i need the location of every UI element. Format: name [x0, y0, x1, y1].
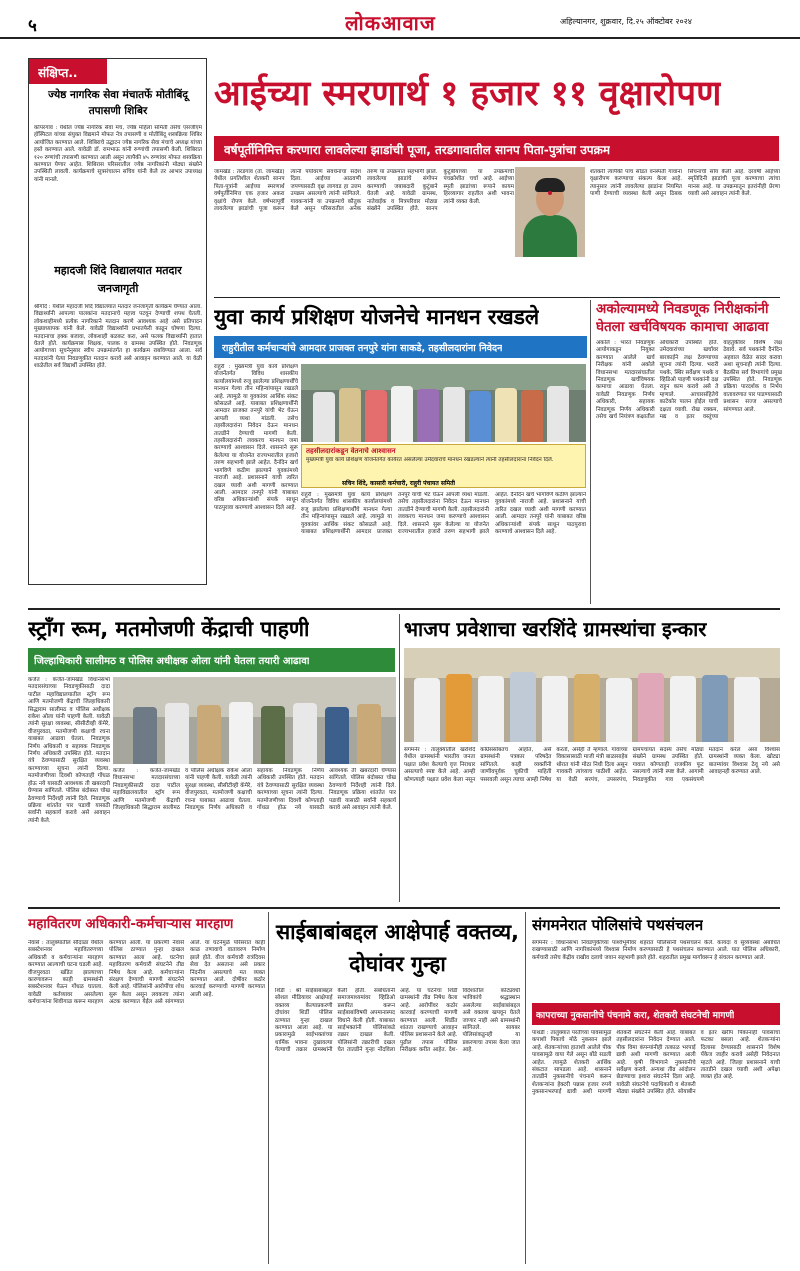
rule-1 — [214, 297, 780, 298]
photo-person — [229, 702, 253, 764]
photo-person — [574, 674, 600, 742]
yuva-body-bottom: राहुरी : मुख्यमंत्री युवा कार्य प्रशिक्षण योजनेंतर्गत विविध शासकीय कार्यालयांमध्ये रुजू झालेल्या प्रशिक्षणार्थींचे मानधन गेल्या तीन महिन्यांपासून रखडले आहे. त्यामुळे या युवकांवर आर्थिक संकट कोसळले आहे. याबाबत प्रशिक्षणार्थींनी आमदार प्राजक्त तनपुरे यांची भेट घेऊन आपली व्यथा मांडली. तसेच तहसीलदारांना निवेदन देऊन मानधन तातडीने देण्याची मागणी केली. तहसीलदारांनी लवकरच मानधन जमा करण्याचे आश्वासन दिले. शासनाने सुरू केलेल्या या योजनेत राज्यभरातील हजारो तरुण सहभागी झाले आहेत. दैनंदिन खर्च भागविणे कठीण झाल्याने युवकांमध्ये नाराजी आहे. प्रशासनाने याची त्वरित दखल घ्यावी अशी मागणी करण्यात आली. आमदार तनपुरे यांनी याबाबत वरिष्ठ अधिकाऱ्यांशी संपर्क साधून पाठपुरावा करण्याचे आश्वासन दिले आहे. — [301, 492, 586, 536]
brief-column — [28, 58, 207, 585]
dateline: अहिल्यानगर, शुक्रवार, दि.२५ ऑक्टोबर २०२४ — [560, 17, 692, 26]
brief-body-1: कोपरगाव : येथील ज्येष्ठ नागरिक सेवा मंच, ज्येष्ठ महिला समिती तसेच एसजीएम हॉस्पिटल यांच्या संयुक्त विद्यमाने मोफत नेत्र तपासणी व मोतीबिंदू शस्त्रक्रिया शिबिर आयोजित करण्यात आले. शिबिराचे उद्घाटन ज्येष्ठ नागरिक सेवा मंचाचे अध्यक्ष यांच्या हस्ते करण्यात आले. यावेळी डॉ. रामभाऊ यांनी रुग्णांची तपासणी केली. शिबिरात १२० रुग्णांची तपासणी करण्यात आली असून त्यापैकी ४५ रुग्णांवर मोफत शस्त्रक्रिया करण्यात येणार आहेत. शिबिरास परिसरातील ज्येष्ठ नागरिकांनी मोठ्या संख्येने उपस्थिती लावली. कार्यक्रमाचे सूत्रसंचालन सचिव यांनी केले तर आभार उपाध्यक्ष यांनी मानले. — [34, 125, 202, 183]
mseb-headline: महावितरण अधिकारी-कर्मचाऱ्यास मारहाण — [28, 916, 234, 932]
strong-body-left: कर्जत : कर्जत-जामखेड विधानसभा मतदारसंघाच्या निवडणुकीसाठी दादा पाटील महाविद्यालयातील स्ट्रॉंग रूम आणि मतमोजणी केंद्राची जिल्हाधिकारी सिद्धाराम सालीमठ व पोलिस अधीक्षक राकेश ओला यांनी पाहणी केली. यावेळी त्यांनी सुरक्षा व्यवस्था, सीसीटीव्ही कॅमेरे, वीजपुरवठा, मतमोजणी कक्षाची रचना याबाबत आढावा घेतला. निवडणूक निर्णय अधिकारी व सहायक निवडणूक निर्णय अधिकारी उपस्थित होते. मतदान यंत्रे ठेवण्यासाठी सुरक्षित व्यवस्था करण्याच्या सूचना त्यांनी दिल्या. मतमोजणीच्या दिवशी कोणताही गोंधळ होऊ नये यासाठी आवश्यक ती खबरदारी घेण्यास सांगितले. पोलिस बंदोबस्त चोख ठेवण्याचे निर्देशही त्यांनी दिले. निवडणूक प्रक्रिया शांततेत पार पडावी यासाठी सर्वांनी सहकार्य करावे असे आवाहन त्यांनी केले. — [28, 677, 110, 824]
photo-person — [702, 675, 728, 742]
portrait-hair — [535, 178, 565, 192]
photo-person — [365, 390, 387, 442]
mseb-body: नेवासे : तालुक्यातील सौंदाळा येथील सबस्टेशनवर महावितरणच्या अधिकारी व कर्मचाऱ्यांना मारहाण करण्यात आल्याची घटना घडली आहे. वीजपुरवठा खंडित झाल्याच्या कारणावरून काही ग्रामस्थांनी सबस्टेशनवर येऊन गोंधळ घातला. यावेळी कर्तव्यावर असलेल्या कर्मचाऱ्यांना शिवीगाळ करून मारहाण करण्यात आली. या प्रकरणी नेवासे पोलिस ठाण्यात गुन्हा दाखल करण्यात आला आहे. घटनेचा महावितरण कर्मचारी संघटनेने तीव्र निषेध केला आहे. कर्मचाऱ्यांना संरक्षण देण्याची मागणी संघटनेने केली आहे. पोलिसांनी आरोपींचा शोध सुरू केला असून लवकरच त्यांना अटक करण्यात येईल असे सांगण्यात आले. या घटनेमुळे परिसरात काही काळ तणावाचे वातावरण निर्माण झाले होते. वीज कर्मचारी रात्रंदिवस सेवा देत असताना असे प्रकार निंदनीय असल्याचे मत व्यक्त करण्यात आले. दोषींवर कठोर कारवाई करण्याची मागणी करण्यात आली आहे. — [28, 940, 265, 1006]
photo-person — [443, 387, 465, 442]
photo-person — [414, 678, 440, 742]
lead-subhead: वर्षपूर्तीनिमित्त करणारा लावलेल्या झाडांची पूजा, तरडगावातील सानप पिता-पुत्रांचा उपक्रम — [224, 143, 610, 157]
bjp-body: संगमनेर : तालुक्यातील खरशिंदे येथील ग्रामस्थांनी भारतीय जनता पक्षात प्रवेश केल्याचे वृत्त निराधार असल्याचे स्पष्ट केले आहे. आम्ही कोणत्याही पक्षात प्रवेश केला नसून काँग्रेससोबतच आहोत, असे ग्रामस्थांनी पत्रकार परिषदेत सांगितले. काही व्यक्तींनी जाणीवपूर्वक चुकीची माहिती पसरवली असून त्याचा आम्ही निषेध करतो, असेही ते म्हणाले. गावाच्या विकासासाठी माजी मंत्री बाळासाहेब थोरात यांनी मोठा निधी दिला असून गावकरी त्यांच्याच पाठीशी आहेत. या वेळी सरपंच, उपसरपंच, ग्रामपंचायत सदस्य तसेच मोठ्या संख्येने ग्रामस्थ उपस्थित होते. गावात कोणताही राजकीय फूट नसल्याचे त्यांनी स्पष्ट केले. आगामी निवडणुकीत गाव एकसंघपणे मतदान करेल असा विश्वास ग्रामस्थांनी व्यक्त केला. खोट्या बातम्यांवर विश्वास ठेवू नये असे आवाहनही करण्यात आले. — [404, 747, 780, 783]
ako-headline: अकोल्यामध्ये निवडणूक निरीक्षकांनी घेतला खर्चविषयक कामाचा आढावा — [596, 301, 769, 335]
rule-2 — [28, 608, 780, 610]
kapra-headline: कापराच्या नुकसानीचे पंचनामे करा, शेतकरी संघटनेची मागणी — [536, 1011, 735, 1021]
photo-person — [339, 388, 361, 442]
photo-backdrop — [301, 364, 586, 390]
ako-body: अकोले : भारत निवडणूक आयोगाकडून नियुक्त करण्यात आलेले खर्च निरीक्षक यांनी अकोले विधानसभा मतदारसंघातील निवडणूक खर्चविषयक कामाचा आढावा घेतला. यावेळी निवडणूक निर्णय अधिकारी, सहायक निवडणूक निर्णय अधिकारी तसेच खर्च नियंत्रण कक्षातील अधिकारी उपस्थित होते. उमेदवारांच्या खर्चावर बारकाईने लक्ष ठेवण्याच्या सूचना त्यांनी दिल्या. भरारी पथके, स्थिर सर्वेक्षण पथके व व्हिडिओ पाहणी पथकांनी दक्ष राहून काम करावे असे ते म्हणाले. आचारसंहितेचे काटेकोर पालन होईल याची दक्षता घ्यावी. रोख रक्कम, मद्य व इतर वस्तूंच्या वाहतुकीवर विशेष लक्ष ठेवावे. सर्व पथकांनी दैनंदिन अहवाल वेळेत सादर करावा अशा सूचनाही त्यांनी दिल्या. बैठकीस सर्व विभागांचे प्रमुख उपस्थित होते. निवडणूक प्रक्रिया पारदर्शक व निर्भय वातावरणात पार पाडण्यासाठी प्रशासन सज्ज असल्याचे सांगण्यात आले. — [596, 340, 782, 421]
photo-person — [510, 672, 536, 742]
photo-person — [165, 703, 189, 764]
portrait-sari — [523, 215, 577, 257]
yuva-subhead-band — [214, 336, 587, 358]
mother-portrait-photo — [515, 167, 585, 257]
bjp-headline: भाजप प्रवेशाचा खरशिंदे ग्रामस्थांचा इन्कार — [404, 617, 707, 641]
sangam-body: संगमनेर : विधानसभा निवडणुकीच्या पार्श्वभूमीवर शहरात पोलिसांनी पथसंचलन केले. कायदा व सुव्यवस्था अबाधित राखण्यासाठी आणि नागरिकांमध्ये विश्वास निर्माण करण्यासाठी हे पथसंचलन करण्यात आले. यात पोलिस अधिकारी, कर्मचारी तसेच केंद्रीय राखीव दलाचे जवान सहभागी झाले होते. शहरातील प्रमुख मार्गांवरून हे संचलन करण्यात आले. — [532, 940, 780, 961]
sai-body: शिर्डी : श्री साईबाबांबद्दल सोशल मीडियावर आक्षेपार्ह वक्तव्य केल्याप्रकरणी दोघांवर शिर्डी पोलिस ठाण्यात गुन्हा दाखल करण्यात आला आहे. या प्रकारामुळे साईभक्तांच्या धार्मिक भावना दुखावल्या गेल्याची तक्रार ग्रामस्थांनी केली होती. संबंधितांनी समाजमाध्यमांवर व्हिडिओ प्रसारित करून साईबाबांविषयी अपमानास्पद विधाने केली होती. याबाबत साईभक्तांनी पोलिसांकडे तक्रार दाखल केली. पोलिसांनी तक्रारीची दखल घेत तातडीने गुन्हा नोंदविला आहे. या घटनेचा शिर्डी ग्रामस्थांनी तीव्र निषेध केला आहे. आरोपींवर कठोर कारवाई करण्याची मागणी करण्यात आली. शिर्डीत शांतता राखण्याचे आवाहन पोलिस प्रशासनाने केले आहे. पुढील तपास पोलिस निरीक्षक करीत आहेत. देश-विदेशातील कोट्यवधी भाविकांचे श्रद्धास्थान असलेल्या साईबाबांबद्दल असे वक्तव्य खपवून घेतले जाणार नाही असे ग्रामस्थांनी सांगितले. सायबर पोलिसांकडूनही या प्रकरणाचा तपास केला जात आहे. — [275, 988, 520, 1054]
yuva-caption-title: तहसीलदारांकडून वेतनाचे आश्वासन — [306, 447, 396, 455]
page-number: ५ — [28, 16, 37, 36]
photo-person — [325, 707, 349, 764]
brief-headline-1: ज्येष्ठ नागरिक सेवा मंचातर्फे मोतीबिंदू तपासणी शिबिर — [48, 89, 188, 117]
strong-room-photo — [113, 677, 396, 764]
strong-subhead-band — [28, 648, 395, 672]
brief-label: संक्षिप्त.. — [38, 66, 78, 80]
photo-person — [734, 677, 760, 742]
yuva-caption-credit: सचिन शिंदे, कासारी कर्मचारी, राहुरी पंचायत समिती — [342, 480, 456, 487]
bjp-group-photo — [404, 648, 780, 742]
yuva-caption-body: मुख्यमंत्री युवा कार्य प्रशिक्षण योजनेंतर्गत कार्यरत असलेल्या उमेदवारांचे मानधन रखडल्याने त्यांनी तहसीलदारांना निवेदन दिले. — [306, 457, 554, 463]
lead-headline: आईच्या स्मरणार्थ १ हजार ११ वृक्षारोपण — [214, 74, 722, 114]
strong-subhead: जिल्हाधिकारी सालीमठ व पोलिस अधीक्षक ओला यांनी घेतला तयारी आढावा — [34, 656, 310, 667]
photo-person — [547, 386, 569, 442]
sai-headline: साईबाबांबद्दल आक्षेपार्ह वक्तव्य, दोघांवर गुन्हा — [275, 920, 520, 976]
strong-headline: स्ट्रॉंग रूम, मतमोजणी केंद्राची पाहणी — [28, 617, 310, 641]
masthead — [0, 0, 800, 40]
photo-person — [469, 391, 491, 442]
photo-person — [261, 706, 285, 764]
yuva-body-left: राहुरी : मुख्यमंत्री युवा कार्य प्रशिक्षण योजनेंतर्गत विविध शासकीय कार्यालयांमध्ये रुजू झालेल्या प्रशिक्षणार्थींचे मानधन गेल्या तीन महिन्यांपासून रखडले आहे. त्यामुळे या युवकांवर आर्थिक संकट कोसळले आहे. याबाबत प्रशिक्षणार्थींनी आमदार प्राजक्त तनपुरे यांची भेट घेऊन आपली व्यथा मांडली. तसेच तहसीलदारांना निवेदन देऊन मानधन तातडीने देण्याची मागणी केली. तहसीलदारांनी लवकरच मानधन जमा करण्याचे आश्वासन दिले. शासनाने सुरू केलेल्या या योजनेत राज्यभरातील हजारो तरुण सहभागी झाले आहेत. दैनंदिन खर्च भागविणे कठीण झाल्याने युवकांमध्ये नाराजी आहे. प्रशासनाने याची त्वरित दखल घ्यावी अशी मागणी करण्यात आली. आमदार तनपुरे यांनी याबाबत वरिष्ठ अधिकाऱ्यांशी संपर्क साधून पाठपुरावा करण्याचे आश्वासन दिले आहे. — [214, 364, 298, 511]
photo-person — [293, 703, 317, 764]
photo-person — [417, 389, 439, 442]
photo-person — [606, 678, 632, 742]
photo-person — [357, 704, 381, 764]
photo-person — [495, 388, 517, 442]
divider-sai-sangam — [525, 912, 526, 1264]
portrait-bindi — [548, 191, 552, 195]
rule-3 — [28, 907, 780, 909]
lead-body: जामखेड : तरडगाव (ता. जामखेड) येथील प्रगतिशील शेतकरी सानप पिता-पुत्रांनी आईच्या स्मरणार्थ वर्षपूर्तीनिमित्त एक हजार अकरा वृक्षांचे रोपण केले. वर्षभरापूर्वी लावलेल्या झाडांची पूजा करून त्यांनी पर्यावरण संवर्धनाचा संदेश दिला. आईच्या आठवणी जपण्यासाठी वृक्ष लागवड हा उत्तम उपक्रम असल्याचे त्यांनी सांगितले. गावकऱ्यांनी या उपक्रमाचे कौतुक केले असून परिसरातील अनेक तरुण या उपक्रमात सहभागी झाले. लावलेल्या झाडांचे संगोपन करण्याची जबाबदारी कुटुंबाने घेतली आहे. यावेळी ग्रामस्थ, नातेवाईक व मित्रपरिवार मोठ्या संख्येने उपस्थित होते. सानप कुटुंबीयांच्या या उपक्रमाची पंचक्रोशीत चर्चा आहे. आईच्या स्मृती झाडांच्या रूपाने कायम हिरव्यागार राहतील अशी भावना त्यांनी व्यक्त केली. — [214, 169, 514, 213]
yuva-headline: युवा कार्य प्रशिक्षण योजनेचे मानधन रखडले — [214, 305, 540, 329]
brief-body-2: श्रीगोंदे : येथील महादजी शिंदे विद्यालयात मतदार जनजागृती कार्यक्रम घेण्यात आला. विद्यार्थ्यांनी आपल्या पालकांना मतदानाचे महत्त्व पटवून देण्याची शपथ घेतली. लोकशाहीमध्ये प्रत्येक नागरिकाने मतदान करणे आवश्यक आहे असे प्रतिपादन मुख्याध्यापक यांनी केले. यावेळी विद्यार्थ्यांनी प्रभातफेरी काढून घोषणा दिल्या. मतदानाचा हक्क बजावा, लोकशाही बळकट करा, असे फलक विद्यार्थ्यांनी हातात घेतले होते. कार्यक्रमास शिक्षक, पालक व ग्रामस्थ उपस्थित होते. निवडणूक आयोगाच्या सूचनेनुसार स्वीप उपक्रमांतर्गत हा कार्यक्रम राबविण्यात आला. सर्व मतदारांनी येत्या निवडणुकीत मतदान करावे असे आवाहन करण्यात आले. या वेळी शाळेतील सर्व विद्यार्थी उपस्थित होते. — [34, 304, 202, 370]
photo-person — [478, 676, 504, 742]
masthead-rule — [0, 37, 800, 39]
strong-body-bottom: कर्जत : कर्जत-जामखेड विधानसभा मतदारसंघाच्या निवडणुकीसाठी दादा पाटील महाविद्यालयातील स्ट्रॉंग रूम आणि मतमोजणी केंद्राची जिल्हाधिकारी सिद्धाराम सालीमठ व पोलिस अधीक्षक राकेश ओला यांनी पाहणी केली. यावेळी त्यांनी सुरक्षा व्यवस्था, सीसीटीव्ही कॅमेरे, वीजपुरवठा, मतमोजणी कक्षाची रचना याबाबत आढावा घेतला. निवडणूक निर्णय अधिकारी व सहायक निवडणूक निर्णय अधिकारी उपस्थित होते. मतदान यंत्रे ठेवण्यासाठी सुरक्षित व्यवस्था करण्याच्या सूचना त्यांनी दिल्या. मतमोजणीच्या दिवशी कोणताही गोंधळ होऊ नये यासाठी आवश्यक ती खबरदारी घेण्यास सांगितले. पोलिस बंदोबस्त चोख ठेवण्याचे निर्देशही त्यांनी दिले. निवडणूक प्रक्रिया शांततेत पार पडावी यासाठी सर्वांनी सहकार्य करावे असे आवाहन त्यांनी केले. — [113, 768, 396, 812]
brief-headline-2: महादजी शिंदे विद्यालयात मतदार जनजागृती — [54, 264, 182, 295]
photo-person — [670, 676, 696, 742]
photo-person — [521, 390, 543, 442]
yuva-group-photo — [301, 364, 586, 442]
photo-person — [313, 392, 335, 442]
lead-body-right: शेतकरी त्यांपैकी पाच सोडत वनस्पती गावांना वृक्षारोपण करण्याचा संकल्प केला आहे. त्यानुसार त्यांनी लावलेल्या झाडांना नियमित पाणी देण्याची व्यवस्था केली असून ठिबक सिंचनाची सोय केली आहे. दरवर्षी आईच्या स्मृतिदिनी झाडांची पूजा करण्याचा त्यांचा मानस आहे. या उपक्रमातून इतरांनीही प्रेरणा घ्यावी असे आवाहन त्यांनी केले. — [590, 169, 780, 198]
yuva-subhead: राहुरीतील कर्मचाऱ्यांचे आमदार प्राजक्त तनपुरे यांना साकडे, तहसीलदारांना निवेदन — [222, 343, 503, 354]
lead-subhead-band — [214, 136, 779, 161]
divider-strong-bjp — [399, 614, 400, 902]
divider-mseb-sai — [268, 912, 269, 1264]
sangam-headline: संगमनेरात पोलिसांचे पथसंचलन — [532, 916, 704, 934]
photo-person — [446, 674, 472, 742]
photo-person — [133, 707, 157, 764]
photo-person — [638, 673, 664, 742]
kapra-headline-band — [532, 1003, 780, 1025]
yuva-caption-box — [301, 444, 586, 488]
photo-person — [197, 705, 221, 764]
photo-person — [391, 386, 413, 442]
newspaper-logo: लोकआवाज — [345, 11, 436, 35]
photo-person — [542, 676, 568, 742]
kapra-body: पाथर्डी : तालुक्यात परतीच्या पावसामुळे कपाशी पिकाचे मोठे नुकसान झाले आहे. शेतकऱ्यांच्या हाताशी आलेले पीक पावसामुळे वाया गेले असून बोंडे सडली आहेत. त्यामुळे शेतकरी आर्थिक संकटात सापडला आहे. शासनाने तातडीने नुकसानीचे पंचनामे करून शेतकऱ्यांना हेक्टरी पन्नास हजार रुपये नुकसानभरपाई द्यावी अशी मागणी शेतकरी संघटनेने केली आहे. याबाबत तहसीलदारांना निवेदन देण्यात आले. पीक विमा कंपन्यांनीही तत्काळ भरपाई द्यावी अशी मागणी करण्यात आली आहे. कृषी विभागाने नुकसानीचे सर्वेक्षण करावे. अन्यथा तीव्र आंदोलन छेडण्याचा इशारा संघटनेने दिला आहे. यावेळी संघटनेचे पदाधिकारी व शेतकरी मोठ्या संख्येने उपस्थित होते. सोयाबीन व इतर खरीप पिकांनाही पावसाचा फटका बसला आहे. शेतकऱ्यांना दिलासा देण्यासाठी शासनाने विशेष पॅकेज जाहीर करावे असेही निवेदनात म्हटले आहे. जिल्हा प्रशासनाने याची तातडीने दखल घ्यावी अशी अपेक्षा व्यक्त होत आहे. — [532, 1030, 780, 1096]
divider-yuva-ako — [590, 300, 591, 604]
